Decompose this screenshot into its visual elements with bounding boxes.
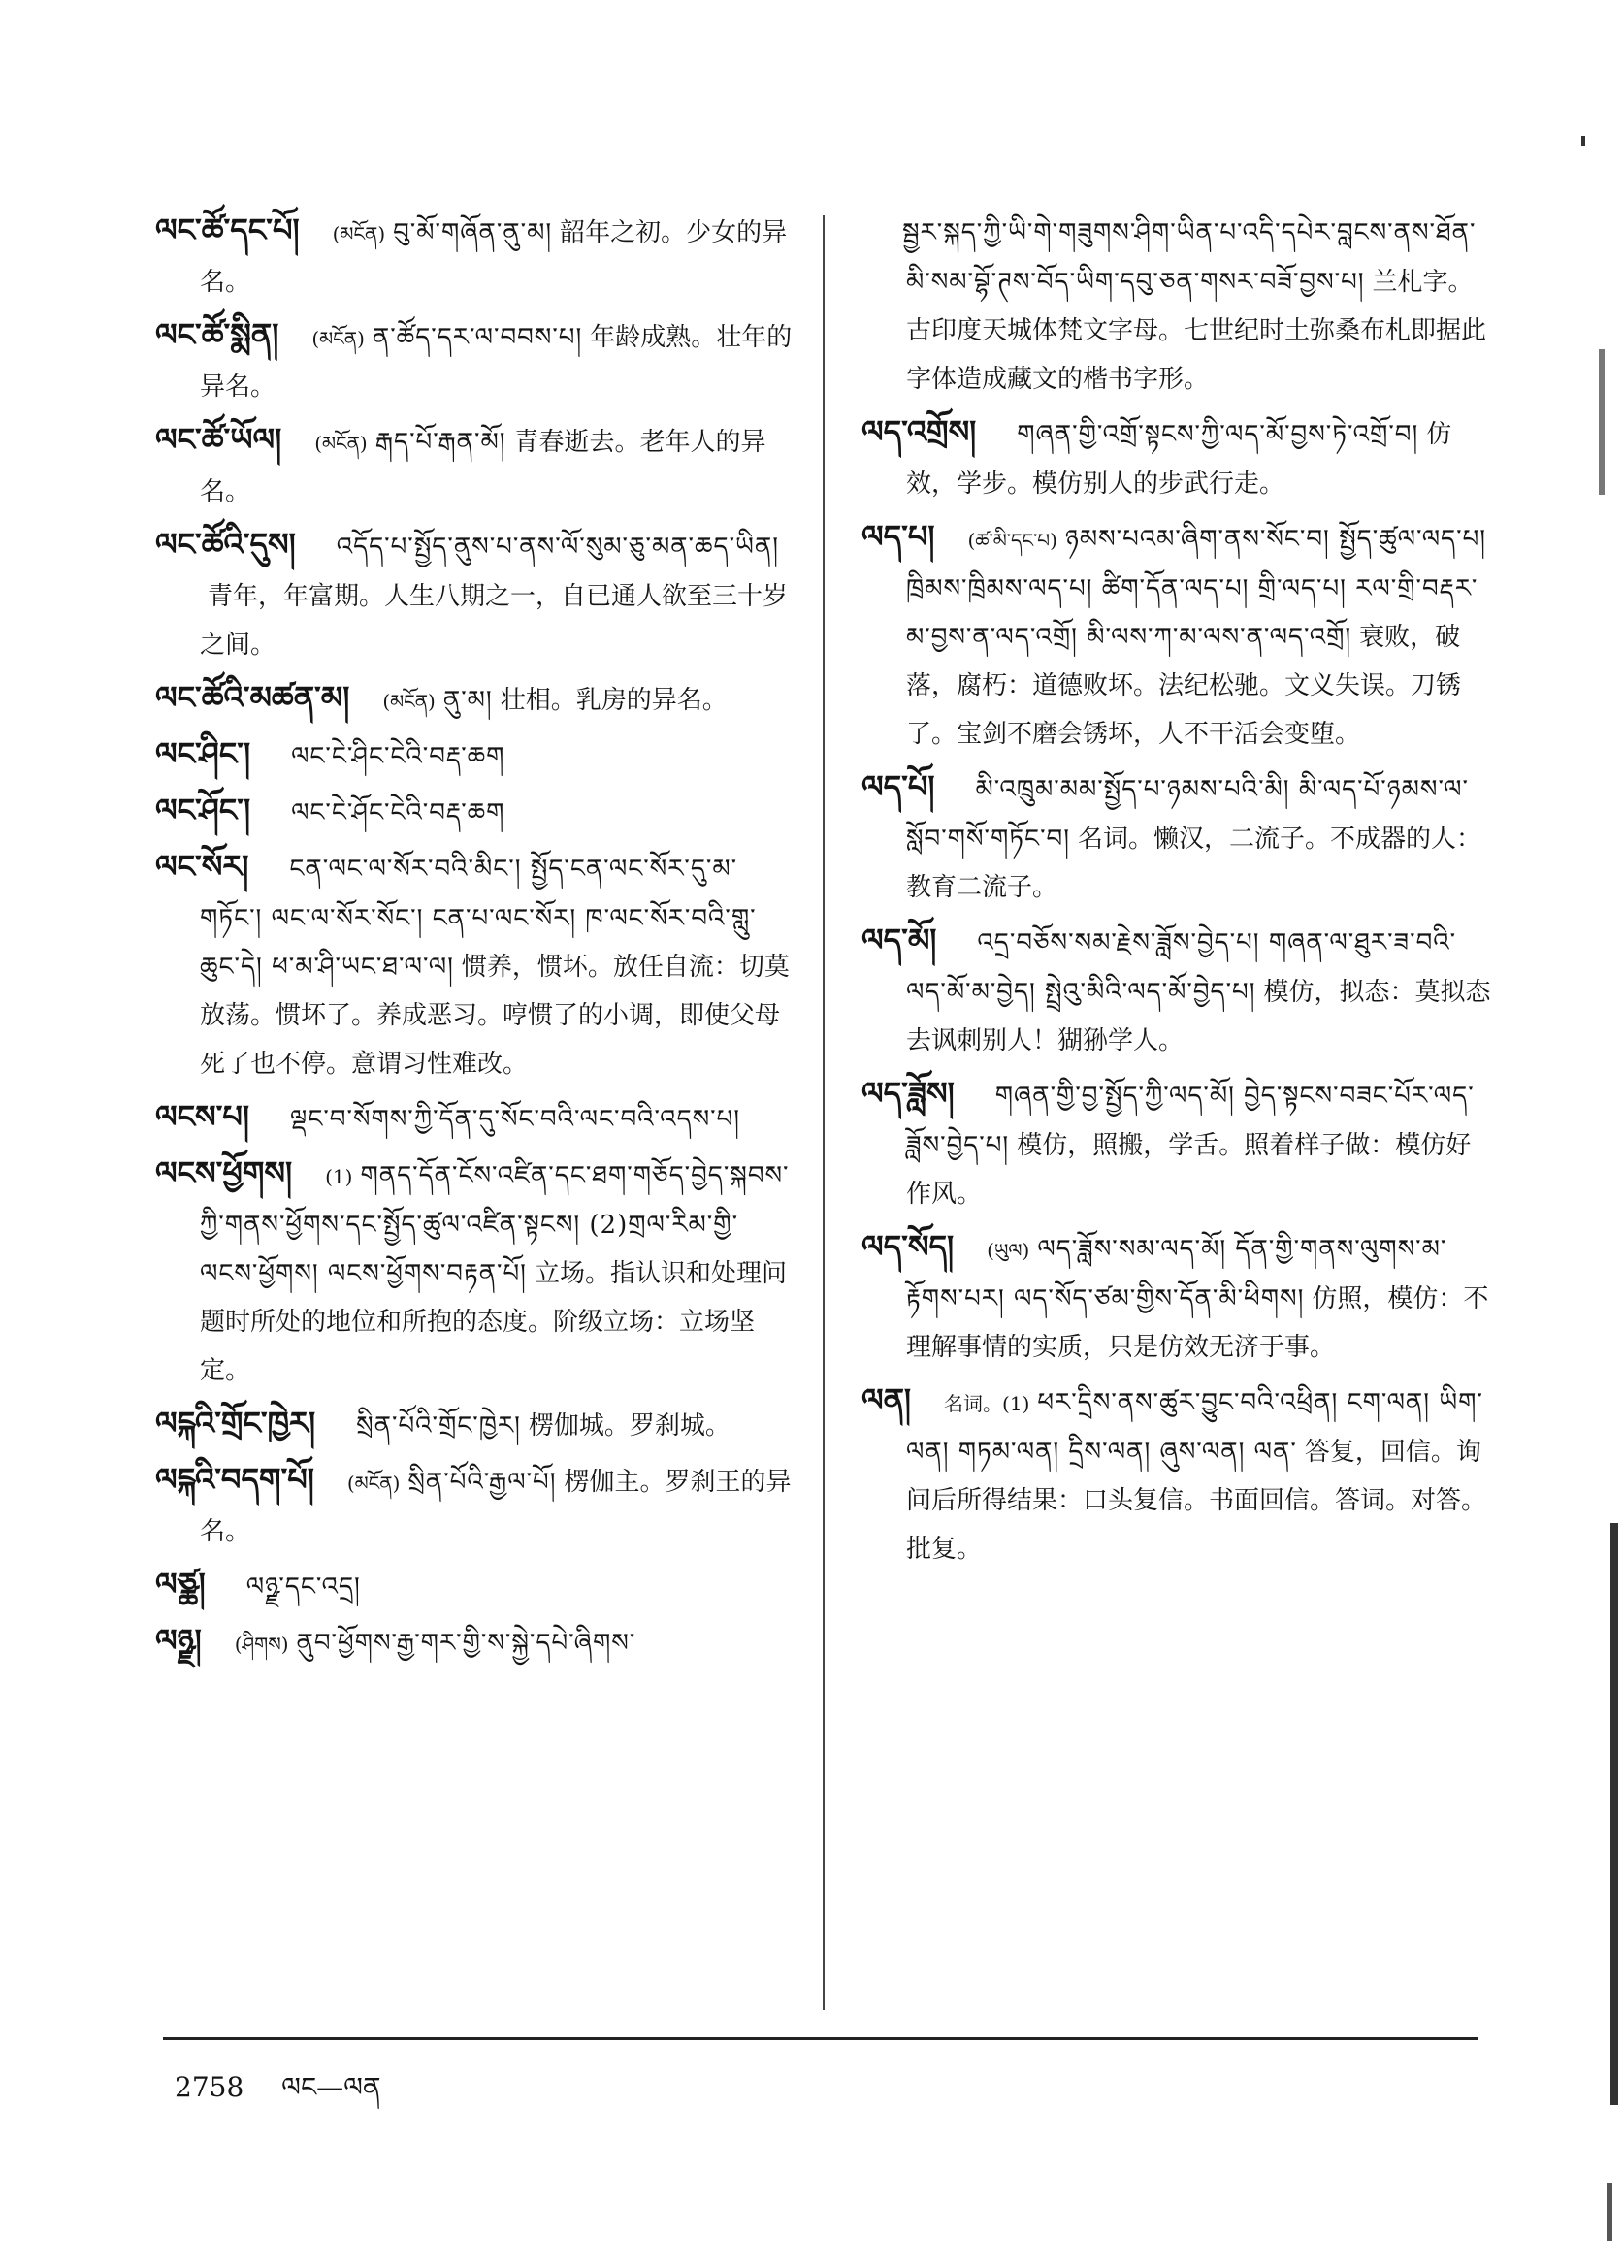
headword: ལངས་ཕྱོགས། xyxy=(155,1154,293,1191)
dictionary-entry xyxy=(155,520,796,669)
dictionary-entry xyxy=(155,786,796,838)
chinese-definition: 立场。指认识和处理问题时所处的地位和所抱的态度。阶级立场：立场坚定。 xyxy=(200,1259,787,1385)
dictionary-entry xyxy=(861,206,1492,404)
dictionary-entry xyxy=(155,1092,796,1145)
headword: ལད་པོ། xyxy=(861,768,935,805)
headword: ལད་མོ། xyxy=(861,922,937,958)
headword: ལན། xyxy=(861,1381,912,1418)
headword: ལང་ཚོའི་དུས། xyxy=(155,526,296,563)
tibetan-definition: སྦྱར་སྐད་ཀྱི་ཡི་གེ་གཟུགས་ཤིག་ཡིན་པ་འདི་དཔེར་བླངས་ནས་ཐོན་མི་སམ་བྷོ་ཊས་བོད་ཡིག་དབུ་ཅན་གསར་བཟོ་བྱས་པ། xyxy=(902,218,1477,297)
usage-label: (མངོན) xyxy=(314,432,368,455)
chinese-definition: 模仿，照搬，学舌。照着样子做：模仿好作风。 xyxy=(906,1131,1472,1209)
tibetan-definition: འདོད་པ་སྤྱོད་ནུས་པ་ནས་ལོ་སུམ་ཅུ་མན་ཆད་ཡིན། xyxy=(336,533,779,562)
headword: ལང་ཤོང་། xyxy=(155,792,251,828)
headword: ལད་ཟློས། xyxy=(861,1075,955,1112)
column-divider xyxy=(823,215,825,2010)
chinese-definition: 年龄成熟。壮年的异名。 xyxy=(200,323,793,402)
left-column xyxy=(155,206,796,1672)
chinese-definition: 名词。懒汉，二流子。不成器的人：教育二流子。 xyxy=(906,825,1481,902)
dictionary-entry xyxy=(155,206,796,307)
tibetan-definition: ལང་ངེ་ཤིང་ངེའི་བརྡ་ཆག xyxy=(291,742,505,771)
headword: ལད་སོད། xyxy=(861,1228,955,1265)
chinese-definition: 仿照，模仿：不理解事情的实质，只是仿效无济于事。 xyxy=(906,1284,1489,1362)
tibetan-definition: སྲིན་པོའི་གྲོང་ཁྱེར། xyxy=(356,1411,521,1441)
tibetan-definition: ངན་ལང་ལ་སོར་བའི་མིང་། སྤྱོད་ངན་ལང་སོར་དུ་མ་གཏོང་། ལང་ལ་སོར་སོང་། ངན་པ་ལང་སོར། ཁ་ལང་སོར་བའི་གླུ་ཆུང་དེ། ཕ་མ་ཤི་ཡང་ཐ་ལ་ལ། xyxy=(200,855,757,982)
headword: ལངས་པ། xyxy=(155,1098,249,1135)
headword: ལངྐའི་བདག་པོ། xyxy=(155,1461,314,1498)
usage-label: (ཚ་མི་དང་པ) xyxy=(967,529,1057,552)
chinese-definition: 楞伽城。罗刹城。 xyxy=(528,1411,731,1441)
tibetan-definition: བུ་མོ་གཞོན་ནུ་མ། xyxy=(393,218,553,247)
tibetan-definition: རྒད་པོ་རྒན་མོ། xyxy=(374,428,506,457)
usage-label: 名词。(1) xyxy=(944,1392,1030,1415)
dictionary-entry xyxy=(155,415,796,516)
tibetan-definition: ཕར་དྲིས་ནས་ཚུར་བྱུང་བའི་འཕྲིན། ངག་ལན། ཡིག་ལན། གཏམ་ལན། དྲིས་ལན། ཞུས་ལན། ལན་ xyxy=(906,1388,1483,1467)
chinese-definition: 青春逝去。老年人的异名。 xyxy=(200,428,766,506)
chinese-definition: 模仿，拟态：莫拟态去讽刺别人！猢狲学人。 xyxy=(906,978,1491,1055)
entry-range: ལང—ལན xyxy=(281,2071,381,2103)
tibetan-definition: ལཉྫ་དང་འདྲ། xyxy=(245,1572,361,1602)
chinese-definition: 仿效，学步。模仿别人的步武行走。 xyxy=(906,420,1452,499)
usage-label: (ཡུལ) xyxy=(987,1239,1030,1262)
tibetan-definition: འདྲ་བཅོས་སམ་རྗེས་ཟློས་བྱེད་པ། གཞན་ལ་ཐུར་ཟ་བའི་ལད་མོ་མ་བྱེད། སྤྲེའུ་མིའི་ལད་མོ་བྱེད་པ། xyxy=(906,928,1457,1007)
chinese-definition: 惯养，惯坏。放任自流：切莫放荡。惯坏了。养成恶习。哼惯了的小调，即使父母死了也不停。意谓习性难改。 xyxy=(200,953,790,1079)
tibetan-definition: ནུབ་ཕྱོགས་རྒྱ་གར་གྱི་ས་སྐྱེ་དཔེ་ཞིགས་ xyxy=(296,1629,636,1658)
scan-edge-mark xyxy=(1610,1523,1618,2105)
usage-label: (མངོན) xyxy=(382,690,436,713)
headword: ལད་པ། xyxy=(861,518,935,555)
usage-label: (མངོན) xyxy=(332,222,386,245)
dictionary-entry xyxy=(861,1222,1492,1372)
headword: ལཙྪ། xyxy=(155,1566,206,1603)
tibetan-definition: ལྡང་བ་སོགས་ཀྱི་དོན་དུ་སོང་བའི་ལང་བའི་འདས་པ། xyxy=(290,1105,741,1134)
right-column xyxy=(861,206,1492,1577)
dictionary-entry xyxy=(155,842,796,1088)
headword: ལང་ཚོའི་མཚན་མ། xyxy=(155,679,350,716)
dictionary-entry xyxy=(861,512,1492,759)
chinese-definition: 楞伽主。罗刹王的异名。 xyxy=(200,1468,792,1546)
dictionary-entry xyxy=(861,407,1492,508)
tibetan-definition: གནད་དོན་ངོས་འཛིན་དང་ཐག་གཅོད་བྱེད་སྐབས་ཀྱི་གནས་ཕྱོགས་དང་སྤྱོད་ཚུལ་འཛིན་སྟངས། (2)གྲལ་རིམ་གྱི་ལངས་ཕྱོགས། ལངས་ཕྱོགས་བརྟན་པོ། xyxy=(200,1161,790,1288)
usage-label: (ཤིགས) xyxy=(234,1633,289,1656)
scan-edge-mark xyxy=(1599,349,1605,495)
tibetan-definition: ལང་ངེ་ཤོང་ངེའི་བརྡ་ཆག xyxy=(291,798,505,827)
page-footer xyxy=(175,2057,381,2133)
dictionary-entry xyxy=(861,916,1492,1065)
usage-label: (མངོན) xyxy=(346,1472,401,1495)
dictionary-entry xyxy=(861,1069,1492,1218)
chinese-definition: 青年，年富期。人生八期之一，自已通人欲至三十岁之间。 xyxy=(200,582,789,660)
dictionary-entry xyxy=(155,1399,796,1451)
chinese-definition: 答复，回信。询问后所得结果：口头复信。书面回信。答词。对答。批复。 xyxy=(906,1438,1487,1564)
dictionary-entry xyxy=(155,310,796,411)
headword: ལང་ཚོ་ཡོལ། xyxy=(155,421,282,458)
scan-edge-mark xyxy=(1581,136,1585,146)
tibetan-definition: གཞན་གྱི་འགྲོ་སྟངས་ཀྱི་ལད་མོ་བྱས་ཏེ་འགྲོ་བ། xyxy=(1017,420,1419,449)
headword: ལང་ཚོ་སྨིན། xyxy=(155,316,279,353)
headword: ལངྐའི་གྲོང་ཁྱེར། xyxy=(155,1405,316,1442)
tibetan-definition: ནུ་མ། xyxy=(442,686,493,715)
dictionary-entry xyxy=(155,1455,796,1556)
scan-edge-mark xyxy=(1607,2183,1612,2241)
tibetan-definition: སྲིན་པོའི་རྒྱལ་པོ། xyxy=(407,1468,557,1497)
dictionary-entry xyxy=(861,1376,1492,1573)
headword: ལང་ཚོ་དང་པོ། xyxy=(155,211,300,248)
tibetan-definition: གཞན་གྱི་བྱ་སྤྱོད་ཀྱི་ལད་མོ། བྱེད་སྟངས་བཟང་པོར་ལད་ཟློས་བྱེད་པ། xyxy=(906,1082,1475,1160)
dictionary-entry xyxy=(155,729,796,782)
usage-label: (1) xyxy=(325,1165,353,1188)
tibetan-definition: ཉམས་པའམ་ཞིག་ནས་སོང་བ། སྤྱོད་ཚུལ་ལད་པ། ཁྲིམས་ཁྲིམས་ལད་པ། ཚིག་དོན་ལད་པ། གྲི་ལད་པ། རལ་གྲི་བརྡར་མ་བྱས་ན་ལད་འགྲོ། མི་ལས་ཀ་མ་ལས་ན་ལད་འགྲོ། xyxy=(906,525,1487,652)
dictionary-entry xyxy=(155,1560,796,1612)
chinese-definition: 韶年之初。少女的异名。 xyxy=(200,218,788,297)
page-number: 2758 xyxy=(175,2071,244,2103)
dictionary-entry xyxy=(155,673,796,726)
footer-rule xyxy=(163,2037,1478,2040)
chinese-definition: 壮相。乳房的异名。 xyxy=(500,686,728,715)
chinese-definition: 兰札字。古印度天城体梵文字母。七世纪时土弥桑布札即据此字体造成藏文的楷书字形。 xyxy=(906,268,1487,394)
tibetan-definition: ལད་ཟློས་སམ་ལད་མོ། དོན་གྱི་གནས་ལུགས་མ་རྟོགས་པར། ལད་སོད་ཙམ་གྱིས་དོན་མི་ཕིགས། xyxy=(906,1235,1447,1313)
headword: ལང་ཤིང་། xyxy=(155,735,251,772)
chinese-definition: 衰败，破落，腐朽：道德败坏。法纪松驰。文义失误。刀锈了。宝剑不磨会锈坏，人不干活会变堕。 xyxy=(906,623,1462,749)
dictionary-entry xyxy=(155,1149,796,1395)
headword: ལད་འགྲོས། xyxy=(861,413,977,450)
headword: ལང་སོར། xyxy=(155,848,249,885)
tibetan-definition: མི་འཁྲུམ་མམ་སྤྱོད་པ་ཉམས་པའི་མི། མི་ལད་པོ་ཉམས་ལ་སློབ་གསོ་གཏོང་བ། xyxy=(906,775,1469,854)
dictionary-entry xyxy=(861,762,1492,912)
usage-label: (མངོན) xyxy=(311,327,365,350)
tibetan-definition: ན་ཚོད་དར་ལ་བབས་པ། xyxy=(372,323,583,352)
dictionary-entry xyxy=(155,1616,796,1669)
headword: ལཉྫ། xyxy=(155,1622,202,1659)
